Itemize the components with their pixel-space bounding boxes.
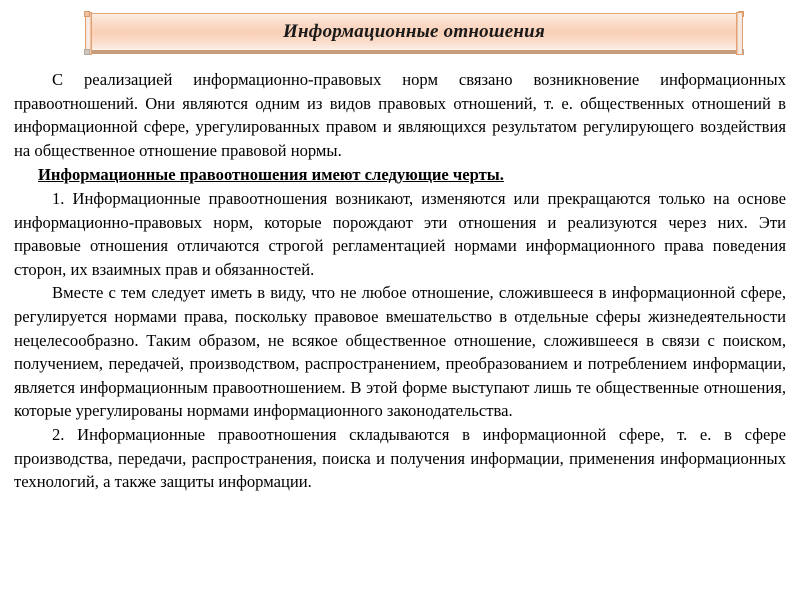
paragraph-intro: С реализацией информационно-правовых норм связано возникновение информационных правоотношений. Они являются одним из видов правовых отношений, т. е. общественных отношений в информационной сфере, урегулированных правом и являющихся результатом регулирующего воздействия на общественное отношение правовой нормы. <box>14 70 786 160</box>
paragraph-features-heading: Информационные правоотношения имеют следующие черты. <box>38 165 504 185</box>
banner-corner-top-right-icon <box>738 11 744 17</box>
banner-corner-bottom-right-icon <box>738 49 744 55</box>
banner-corner-bottom-left-icon <box>84 49 90 55</box>
paragraph-item-1: 1. Информационные правоотношения возникают, изменяются или прекращаются только на основе информационно-правовых норм, которые порождают эти отношения и реализуются через них. Эти правовые отношения отличаются строгой регламентацией нормами информационного права поведения сторон, их взаимных прав и обязанностей. <box>14 188 786 279</box>
paragraph-note: Вместе с тем следует иметь в виду, что не любое отношение, сложившееся в информационной сфере, регулируется нормами права, поскольку правовое вмешательство в отдельные сферы жизнедеятельности нецелесообразно. Таким образом, не всякое общественное отношение, сложившееся в связи с поиском, получением, передачей, производством, распространением, преобразованием и потреблением информации, является информационным правоотношением. В этой форме выступают лишь те общественные отношения, которые урегулированы нормами информационного законодательства. <box>14 283 786 421</box>
paragraph-item-2: 2. Информационные правоотношения складываются в информационной сфере, т. е. в сфере производства, передачи, распространения, поиска и получения информации, применения информационных технологий, а также защиты информации. <box>14 424 786 492</box>
banner-corner-top-left-icon <box>84 11 90 17</box>
slide-title-banner <box>88 13 740 54</box>
page-title: Информационные отношения <box>283 21 545 42</box>
slide-body <box>14 68 786 494</box>
